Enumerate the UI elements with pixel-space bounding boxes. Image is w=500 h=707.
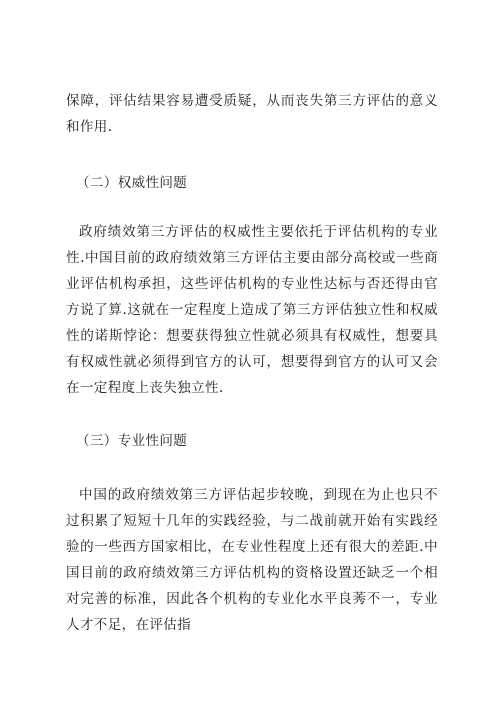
paragraph-authority: 政府绩效第三方评估的权威性主要依托于评估机构的专业性.中国目前的政府绩效第三方评估主要由部分高校或一些商业评估机构承担，这些评估机构的专业性达标与否还得由官方说了算.这就在一定程度上造成了第三方评估独立性和权威性的诺斯悖论：想要获得独立性就必须具有权威性，想要具有权威性就必须得到官方的认可，想要得到官方的认可又会在一定程度上丧失独立性. [66, 224, 438, 396]
paragraph-continuation: 保障，评估结果容易遭受质疑，从而丧失第三方评估的意义和作用. [66, 93, 438, 135]
section-heading-authority: （二）权威性问题 [76, 175, 188, 191]
section-heading-professional: （三）专业性问题 [76, 433, 188, 449]
paragraph-professional: 中国的政府绩效第三方评估起步较晚，到现在为止也只不过积累了短短十几年的实践经验，与二战前就开始有实践经验的一些西方国家相比，在专业性程度上还有很大的差距.中国目前的政府绩效第三方评估机构的资格设置还缺乏一个相对完善的标准，因此各个机构的专业化水平良莠不一，专业人才不足，在评估指 [66, 487, 438, 633]
